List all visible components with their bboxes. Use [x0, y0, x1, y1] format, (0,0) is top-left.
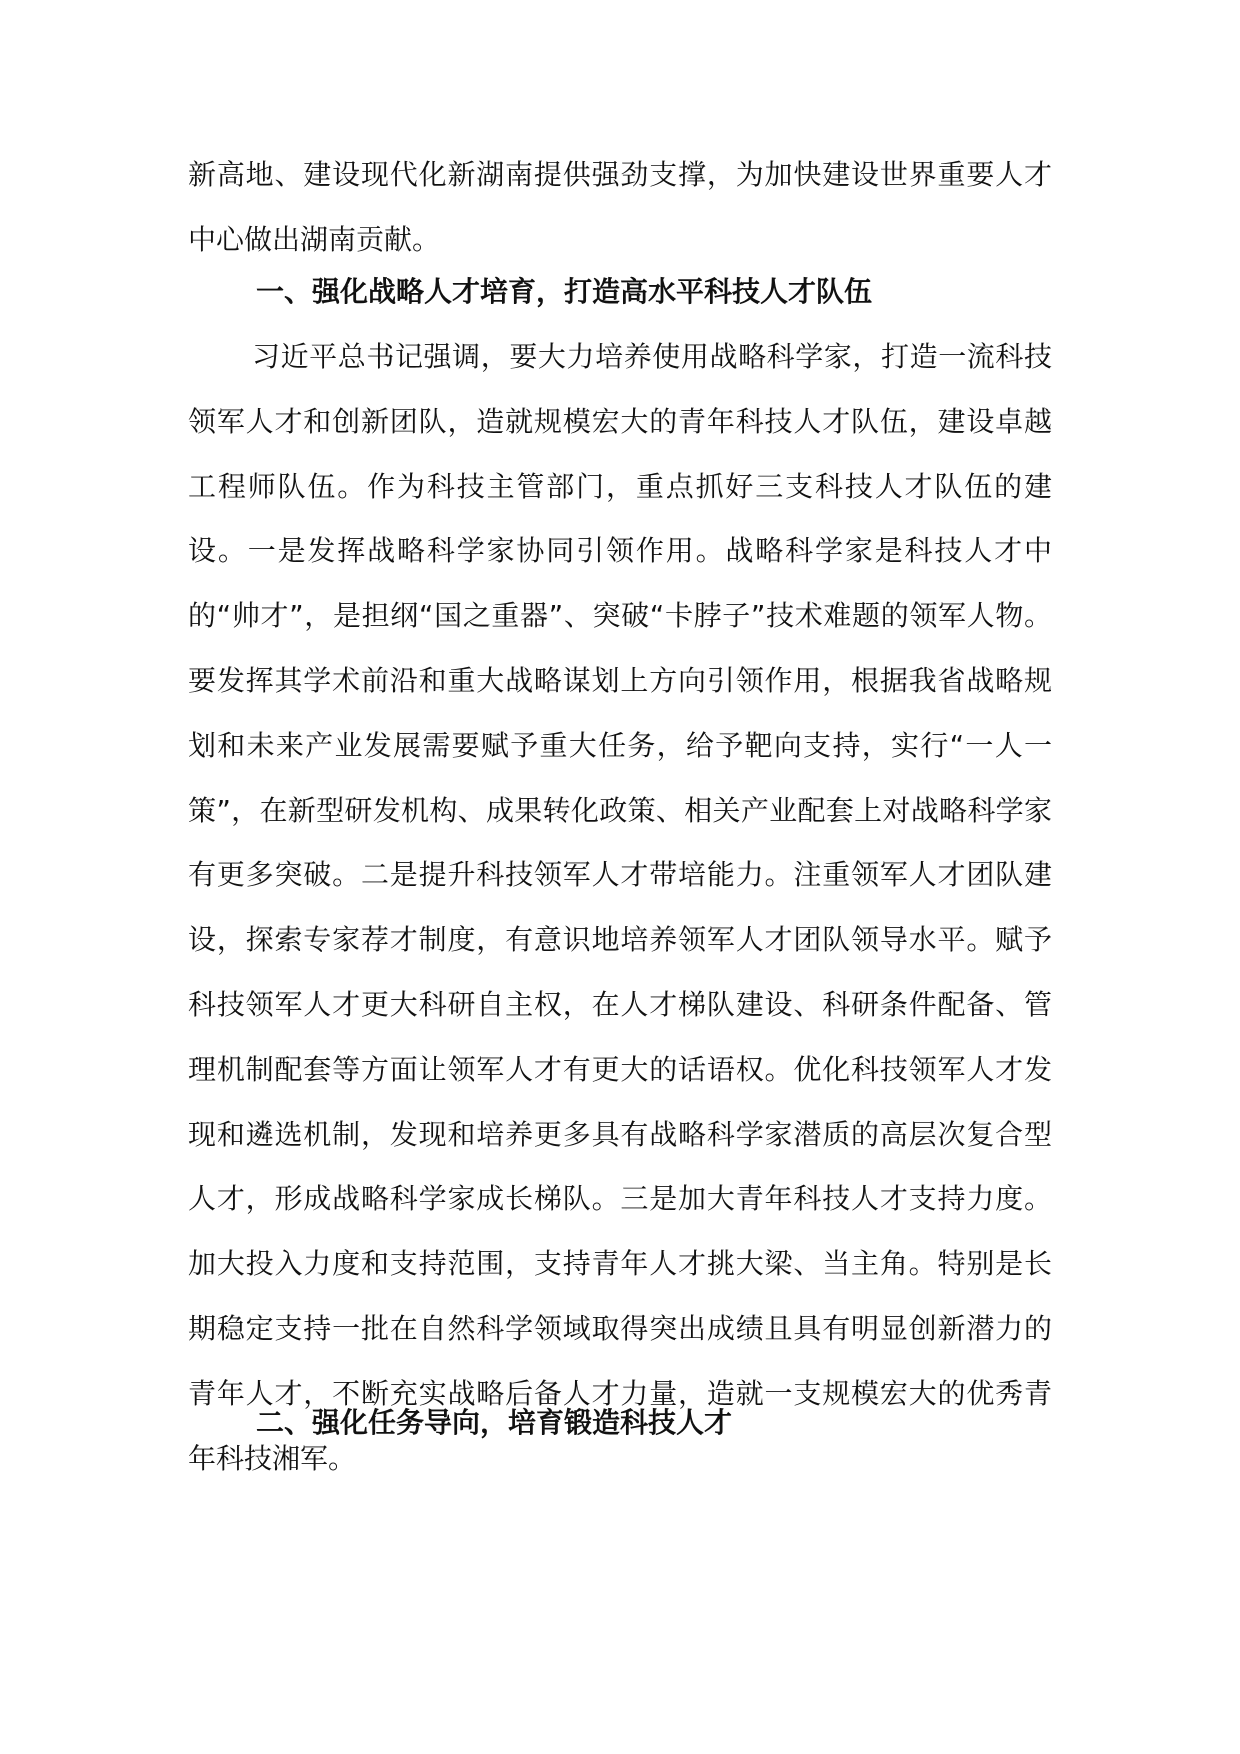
section-1-heading: 一、强化战略人才培育，打造高水平科技人才队伍	[256, 275, 873, 308]
section-1-paragraph: 习近平总书记强调，要大力培养使用战略科学家，打造一流科技领军人才和创新团队，造就规模宏大的青年科技人才队伍，建设卓越工程师队伍。作为科技主管部门，重点抓好三支科技人才队伍的建设。一是发挥战略科学家协同引领作用。战略科学家是科技人才中的“帅才”，是担纲“国之重器”、突破“卡脖子”技术难题的领军人物。要发挥其学术前沿和重大战略谋划上方向引领作用，根据我省战略规划和未来产业发展需要赋予重大任务，给予靶向支持，实行“一人一策”，在新型研发机构、成果转化政策、相关产业配套上对战略科学家有更多突破。二是提升科技领军人才带培能力。注重领军人才团队建设，探索专家荐才制度，有意识地培养领军人才团队领导水平。赋予科技领军人才更大科研自主权，在人才梯队建设、科研条件配备、管理机制配套等方面让领军人才有更大的话语权。优化科技领军人才发现和遴选机制，发现和培养更多具有战略科学家潜质的高层次复合型人才，形成战略科学家成长梯队。三是加大青年科技人才支持力度。加大投入力度和支持范围，支持青年人才挑大梁、当主角。特别是长期稳定支持一批在自然科学领域取得突出成绩且具有明显创新潜力的青年人才，不断充实战略后备人才力量，造就一支规模宏大的优秀青年科技湘军。	[188, 340, 1052, 1475]
intro-paragraph: 新高地、建设现代化新湖南提供强劲支撑，为加快建设世界重要人才中心做出湖南贡献。	[188, 158, 1052, 256]
section-2-heading: 二、强化任务导向，培育锻造科技人才	[256, 1406, 733, 1439]
